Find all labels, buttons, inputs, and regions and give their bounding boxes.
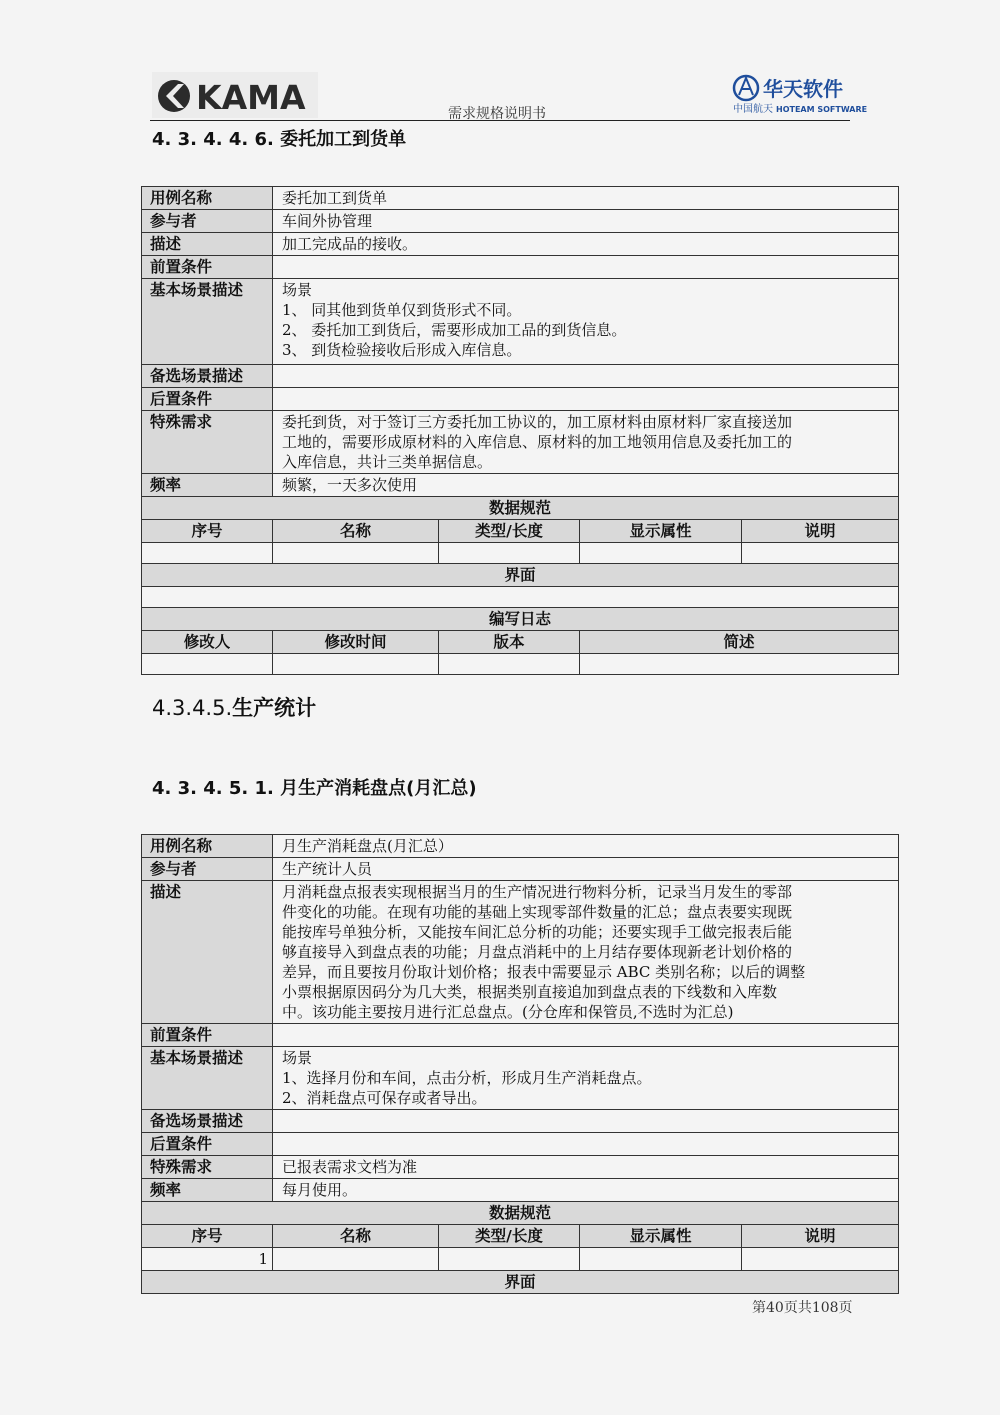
svg-text:HOTEAM SOFTWARE: HOTEAM SOFTWARE <box>776 105 868 114</box>
col-version: 版本 <box>439 631 580 654</box>
label-description: 描述 <box>142 233 273 256</box>
value-precondition <box>273 1024 899 1047</box>
data-spec-title: 数据规范 <box>142 497 899 520</box>
ui-title: 界面 <box>142 1271 899 1294</box>
data-spec-title: 数据规范 <box>142 1202 899 1225</box>
ui-content <box>142 587 899 608</box>
table-cell <box>439 654 580 675</box>
value-basic-scenario <box>273 1047 899 1110</box>
value-actor: 生产统计人员 <box>273 858 899 881</box>
label-postcondition: 后置条件 <box>142 388 273 411</box>
page-number: 第40页共108页 <box>752 1300 853 1316</box>
basic-line: 2、 委托加工到货后，需要形成加工品的到货信息。 <box>282 321 627 339</box>
desc-line: 能按库号单独分析，又能按车间汇总分析的功能；还要实现手工做完报表后能 <box>282 923 793 941</box>
label-basic-scenario: 基本场景描述 <box>142 1047 273 1110</box>
label-actor: 参与者 <box>142 858 273 881</box>
basic-line: 2、消耗盘点可保存或者导出。 <box>282 1089 487 1107</box>
logo-text: KAMA <box>196 78 306 117</box>
label-frequency: 频率 <box>142 1179 273 1202</box>
col-remark: 说明 <box>742 520 899 543</box>
svg-text:华天软件: 华天软件 <box>763 77 843 101</box>
header-title: 需求规格说明书 <box>448 106 546 122</box>
label-special-requirement: 特殊需求 <box>142 1156 273 1179</box>
basic-line: 场景 <box>282 281 313 299</box>
table-cell <box>439 543 580 564</box>
value-use-case-name: 月生产消耗盘点(月汇总） <box>273 835 899 858</box>
col-modify-time: 修改时间 <box>273 631 439 654</box>
table-cell <box>742 1248 899 1271</box>
col-display-attr: 显示属性 <box>580 1225 742 1248</box>
desc-line: 差异，而且要按月份取计划价格；报表中需要显示 ABC 类别名称；以后的调整 <box>282 963 806 981</box>
col-type-length: 类型/长度 <box>439 1225 580 1248</box>
use-case-table-2 <box>141 834 899 1294</box>
label-frequency: 频率 <box>142 474 273 497</box>
desc-line: 件变化的功能。在现有功能的基础上实现零部件数量的汇总；盘点表要实现既 <box>282 903 793 921</box>
label-precondition: 前置条件 <box>142 256 273 279</box>
basic-line: 场景 <box>282 1049 313 1067</box>
table-cell <box>580 654 899 675</box>
value-postcondition <box>273 388 899 411</box>
label-description: 描述 <box>142 881 273 1024</box>
hoteam-logo <box>730 72 868 116</box>
kama-logo <box>152 72 318 118</box>
table-cell <box>273 543 439 564</box>
basic-line: 1、 同其他到货单仅到货形式不同。 <box>282 301 522 319</box>
section-heading-1: 4. 3. 4. 4. 6. 委托加工到货单 <box>152 129 407 150</box>
value-frequency: 每月使用。 <box>273 1179 899 1202</box>
special-line: 工地的，需要形成原材料的入库信息、原材料的加工地领用信息及委托加工的 <box>282 433 793 451</box>
label-alt-scenario: 备选场景描述 <box>142 1110 273 1133</box>
col-modifier: 修改人 <box>142 631 273 654</box>
table-cell <box>580 1248 742 1271</box>
value-special-requirement <box>273 411 899 474</box>
value-alt-scenario <box>273 1110 899 1133</box>
special-line: 入库信息，共计三类单据信息。 <box>282 453 493 471</box>
value-actor: 车间外协管理 <box>273 210 899 233</box>
col-summary: 简述 <box>580 631 899 654</box>
heading-number: 4.3.4.5. <box>152 696 233 720</box>
svg-text:中国航天: 中国航天 <box>733 104 773 115</box>
table-cell <box>273 1248 439 1271</box>
label-precondition: 前置条件 <box>142 1024 273 1047</box>
value-frequency: 频繁，一天多次使用 <box>273 474 899 497</box>
log-title: 编写日志 <box>142 608 899 631</box>
col-name: 名称 <box>273 520 439 543</box>
table-cell <box>273 654 439 675</box>
desc-line: 中。该功能主要按月进行汇总盘点。(分仓库和保管员,不选时为汇总) <box>282 1003 734 1021</box>
col-remark: 说明 <box>742 1225 899 1248</box>
table-cell <box>742 543 899 564</box>
desc-line: 月消耗盘点报表实现根据当月的生产情况进行物料分析，记录当月发生的零部 <box>282 883 793 901</box>
col-type-length: 类型/长度 <box>439 520 580 543</box>
table-cell <box>142 543 273 564</box>
value-precondition <box>273 256 899 279</box>
label-basic-scenario: 基本场景描述 <box>142 279 273 365</box>
row-number: 1 <box>142 1248 273 1271</box>
table-cell <box>142 654 273 675</box>
label-use-case-name: 用例名称 <box>142 187 273 210</box>
section-heading-2 <box>152 692 316 722</box>
desc-line: 够直接导入到盘点表的功能；月盘点消耗中的上月结存要体现新老计划价格的 <box>282 943 793 961</box>
header-divider <box>150 120 850 121</box>
label-alt-scenario: 备选场景描述 <box>142 365 273 388</box>
basic-line: 1、选择月份和车间，点击分析，形成月生产消耗盘点。 <box>282 1069 652 1087</box>
ui-title: 界面 <box>142 564 899 587</box>
col-name: 名称 <box>273 1225 439 1248</box>
value-use-case-name: 委托加工到货单 <box>273 187 899 210</box>
value-basic-scenario <box>273 279 899 365</box>
heading-text: 生产统计 <box>232 696 317 720</box>
table-cell <box>439 1248 580 1271</box>
value-postcondition <box>273 1133 899 1156</box>
col-seq: 序号 <box>142 520 273 543</box>
col-display-attr: 显示属性 <box>580 520 742 543</box>
use-case-table-1 <box>141 186 899 675</box>
special-line: 委托到货，对于签订三方委托加工协议的，加工原材料由原材料厂家直接送加 <box>282 413 793 431</box>
label-actor: 参与者 <box>142 210 273 233</box>
label-special-requirement: 特殊需求 <box>142 411 273 474</box>
value-description: 加工完成品的接收。 <box>273 233 899 256</box>
value-alt-scenario <box>273 365 899 388</box>
value-description <box>273 881 899 1024</box>
col-seq: 序号 <box>142 1225 273 1248</box>
label-postcondition: 后置条件 <box>142 1133 273 1156</box>
label-use-case-name: 用例名称 <box>142 835 273 858</box>
section-heading-3: 4. 3. 4. 5. 1. 月生产消耗盘点(月汇总) <box>152 778 477 799</box>
basic-line: 3、 到货检验接收后形成入库信息。 <box>282 341 522 359</box>
value-special-requirement: 已报表需求文档为准 <box>273 1156 899 1179</box>
table-cell <box>580 543 742 564</box>
desc-line: 小票根据原因码分为几大类，根据类别直接追加到盘点表的下线数和入库数 <box>282 983 778 1001</box>
